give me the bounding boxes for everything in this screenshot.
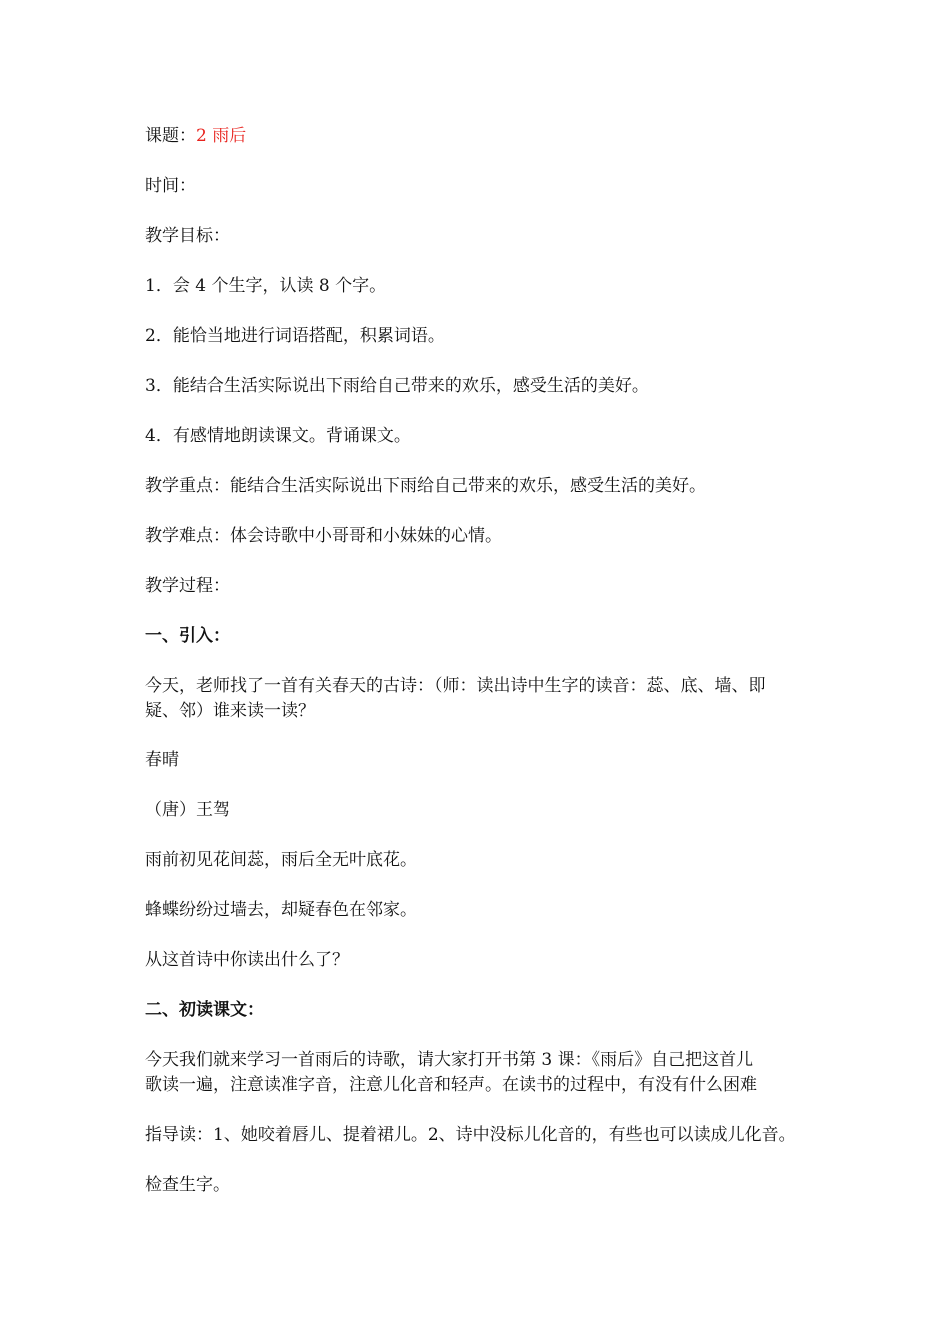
goal-item-2: 2．能恰当地进行词语搭配，积累词语。 bbox=[145, 326, 445, 346]
poem-author: （唐）王驾 bbox=[145, 800, 230, 820]
section2-para-line-2: 歌读一遍，注意读准字音，注意儿化音和轻声。在读书的过程中，有没有什么困难 bbox=[145, 1075, 757, 1095]
poem-line-1: 雨前初见花间蕊，雨后全无叶底花。 bbox=[145, 850, 417, 870]
key-point: 教学重点：能结合生活实际说出下雨给自己带来的欢乐，感受生活的美好。 bbox=[145, 476, 706, 496]
guide-reading: 指导读：1、她咬着唇儿、提着裙儿。2、诗中没标儿化音的，有些也可以读成儿化音。 bbox=[145, 1125, 796, 1145]
goals-heading: 教学目标： bbox=[145, 226, 230, 246]
check-characters: 检查生字。 bbox=[145, 1175, 230, 1195]
lesson-title bbox=[145, 124, 246, 148]
lesson-title-value: 2 雨后 bbox=[196, 126, 247, 146]
time-label: 时间： bbox=[145, 176, 196, 196]
poem-title: 春晴 bbox=[145, 750, 179, 770]
poem-line-2: 蜂蝶纷纷过墙去，却疑春色在邻家。 bbox=[145, 900, 417, 920]
goal-item-4: 4．有感情地朗读课文。背诵课文。 bbox=[145, 426, 411, 446]
lesson-title-label: 课题： bbox=[145, 126, 196, 146]
goal-item-1: 1．会 4 个生字，认读 8 个字。 bbox=[145, 276, 387, 296]
section1-heading: 一、引入： bbox=[145, 626, 230, 646]
section2-heading: 二、初读课文： bbox=[145, 1000, 264, 1020]
difficulty: 教学难点：体会诗歌中小哥哥和小妹妹的心情。 bbox=[145, 526, 502, 546]
goal-item-3: 3．能结合生活实际说出下雨给自己带来的欢乐，感受生活的美好。 bbox=[145, 376, 649, 396]
intro-line-2: 疑、邻）谁来读一读？ bbox=[145, 701, 315, 721]
process-heading: 教学过程： bbox=[145, 576, 230, 596]
section2-para-line-1: 今天我们就来学习一首雨后的诗歌，请大家打开书第 3 课：《雨后》自己把这首儿 bbox=[145, 1050, 754, 1070]
intro-line-1: 今天，老师找了一首有关春天的古诗：（师：读出诗中生字的读音：蕊、底、墙、即 bbox=[145, 676, 766, 696]
question: 从这首诗中你读出什么了？ bbox=[145, 950, 349, 970]
